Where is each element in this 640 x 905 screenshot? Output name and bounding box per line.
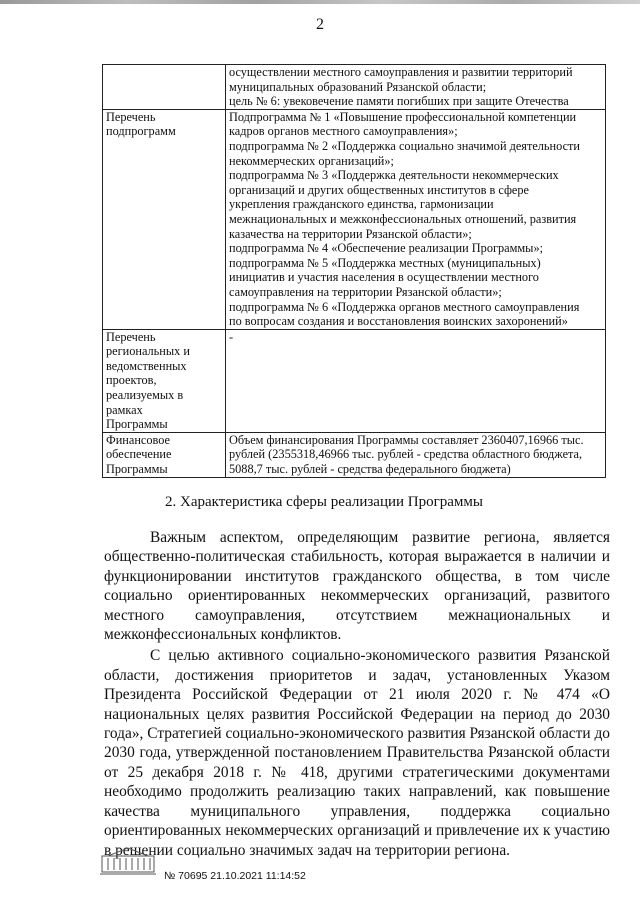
row-content-line: по вопросам создания и восстановления воинских захоронений» xyxy=(229,314,568,329)
paragraph-line: функционировании институтов гражданского общества, в том числе xyxy=(104,567,610,585)
row-label-line: реализуемых в xyxy=(106,388,184,403)
row-label-line: подпрограмм xyxy=(106,124,176,139)
paragraph-line: от 25 декабря 2018 г. № 418, другими стратегическими документами xyxy=(104,763,610,781)
row-content xyxy=(226,65,606,110)
program-passport-table xyxy=(102,64,606,478)
paragraph-line: межконфессиональных конфликтов. xyxy=(104,626,342,644)
paragraph-line: Президента Российской Федерации от 21 июля 2020 г. № 474 «О xyxy=(104,686,610,704)
paragraph-line: года», Стратегией социально-экономического развития Рязанской области до xyxy=(104,725,610,743)
row-content-line: подпрограмма № 4 «Обеспечение реализации Программы»; xyxy=(229,241,544,256)
paragraph-line: в решении социально значимых задач на территории региона. xyxy=(104,841,511,859)
row-label-line: обеспечение xyxy=(106,447,172,462)
row-label-line: Программы xyxy=(106,462,168,477)
row-content-line: межнациональных и межконфессиональных отношений, развития xyxy=(229,211,577,226)
paragraph-line: Важным аспектом, определяющим развитие региона, является xyxy=(150,529,610,546)
row-label-line: Перечень xyxy=(106,329,156,344)
paragraph-line: социально ориентированных некоммерческих организаций, развитого xyxy=(104,587,610,605)
row-content xyxy=(226,329,606,432)
row-content-line: самоуправления на территории Рязанской области»; xyxy=(229,284,502,299)
page-number: 2 xyxy=(316,16,324,33)
row-content-line: подпрограмма № 6 «Поддержка органов местного самоуправления xyxy=(229,299,580,314)
paragraph xyxy=(104,528,610,644)
footer xyxy=(100,846,360,886)
paragraph-line: области, достижения приоритетов и задач, установленных Указом xyxy=(104,666,610,684)
row-content xyxy=(226,432,606,477)
registry-building-icon xyxy=(100,846,156,876)
table-row xyxy=(103,432,606,477)
table-row xyxy=(103,109,606,329)
paragraph-line: 2030 года, утвержденной постановлением Правительства Рязанской области xyxy=(104,744,610,762)
table-row xyxy=(103,329,606,432)
row-content-line: - xyxy=(229,329,234,344)
paragraph-line: ориентированных некоммерческих организаций и привлечение их к участию xyxy=(104,822,610,840)
paragraph-line: качества муниципального управления, поддержка социально xyxy=(104,802,610,820)
row-label xyxy=(103,329,226,432)
row-content-line: подпрограмма № 5 «Поддержка местных (муниципальных) xyxy=(229,255,541,270)
row-label-line: рамках xyxy=(106,402,143,417)
row-label xyxy=(103,109,226,329)
body-text xyxy=(104,528,610,862)
row-content-line: инициатив и участия населения в осуществлении местного xyxy=(229,270,539,285)
row-content-line: рублей (2355318,46966 тыс. рублей - средства областного бюджета, xyxy=(229,447,583,462)
row-content-line: подпрограмма № 2 «Поддержка социально значимой деятельности xyxy=(229,138,580,153)
row-content-line: кадров органов местного самоуправления»; xyxy=(229,124,458,139)
row-content-line: укрепления гражданского единства, гармонизации xyxy=(229,197,494,212)
paragraph xyxy=(104,646,610,859)
row-label-line: Программы xyxy=(106,417,168,432)
row-content-line: некоммерческих организаций»; xyxy=(229,153,394,168)
row-content-line: цель № 6: увековечение памяти погибших при защите Отечества xyxy=(229,94,569,109)
row-label-line: региональных и xyxy=(106,344,190,359)
paragraph-line: С целью активного социально-экономического развития Рязанской xyxy=(150,647,610,665)
row-content-line: Объем финансирования Программы составляет 2360407,16966 тыс. xyxy=(229,432,584,447)
paragraph-line: местного самоуправления, отсутствием межнациональных и xyxy=(104,606,610,624)
paragraph-line: национальных целях развития Российской Федерации на период до 2030 xyxy=(104,705,610,723)
row-content xyxy=(226,109,606,329)
row-label-line: Перечень xyxy=(106,109,156,124)
row-label-line: ведомственных xyxy=(106,358,187,373)
row-content-line: 5088,7 тыс. рублей - средства федерального бюджета) xyxy=(229,462,511,477)
row-label xyxy=(103,432,226,477)
section-title: 2. Характеристика сферы реализации Программы xyxy=(165,494,483,510)
row-content-line: муниципальных образований Рязанской области; xyxy=(229,79,487,94)
row-label-line: проектов, xyxy=(106,373,157,388)
row-content-line: Подпрограмма № 1 «Повышение профессиональной компетенции xyxy=(229,109,577,124)
row-label xyxy=(103,65,226,110)
row-content-line: подпрограмма № 3 «Поддержка деятельности некоммерческих xyxy=(229,168,559,183)
row-content-line: осуществлении местного самоуправления и развитии территорий xyxy=(229,65,573,79)
row-content-line: казачества на территории Рязанской области»; xyxy=(229,226,472,241)
row-label-line: Финансовое xyxy=(106,432,171,447)
paragraph-line: общественно-политическая стабильность, которая выражается в наличии и xyxy=(104,548,610,566)
row-content-line: организаций и других общественных институтов в сфере xyxy=(229,182,529,197)
paragraph-line: необходимо продолжить реализацию таких направлений, как повышение xyxy=(104,783,610,801)
scan-edge-artifact xyxy=(0,0,640,4)
table-row xyxy=(103,65,606,110)
registration-stamp: № 70695 21.10.2021 11:14:52 xyxy=(164,870,306,882)
